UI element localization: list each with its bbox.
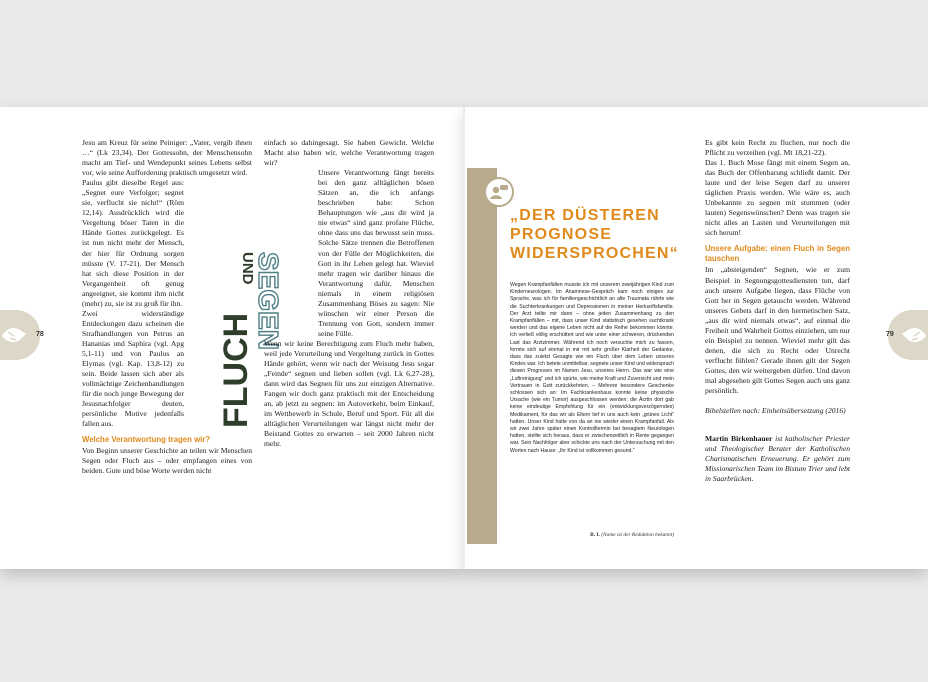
source-note: Bibelstellen nach: Einheitsübersetzung (2016): [705, 406, 846, 416]
quote-body: Wegen Krampfanfällen musste ich mit unserem zweijährigen Kind zum Kinderneurologen. Im Anamnese-Gespräch kam noch einiges zur Sprache, was ich für familiengeschichtlich an alte Traumata rührte wie die Suchterkrankungen und Depressionen in meiner Herkunftsfamilie. Der Arzt teilte mir dann – ohne jeden Zusammenhang zu den Krampfanfällen – mit, dass unser Kind statistisch gesehen suchtkrank werden und das eigene Leben nicht auf die Reihe bekommen könnte. Ich verließ völlig erschüttert und wie unter einer schweren, drückenden Last das Arztzimmer. Während ich noch versuchte mich zu fassen, formte sich auf einmal in mir mit sehr großer Klarheit der Gedanke, dass das zuletzt Gesagte wie ein Fluch über dem Leben unseres Kindes war. Ich betete unmittelbar, segnete unser Kind und widersprach diesen Prognosen im Namen Jesu, unseres Herrn. Das war wie eine „Luftreinigung“ und ich spürte, wie meine Kraft und Zuversicht und mein Vertrauen in Gott zurückkehrten. – Mehrere besondere Geschenke schlossen sich an: Im Fachkrankenhaus konnte keine physische Ursache (wie ein Tumor) ausgeschlossen werden; die Ärztin dort gab keine eindeutige Empfehlung für ein (entwicklungsverzögerndes) Medikament, für das wir als Eltern tief in uns auch kein „grünes Licht“ hatten. Unser Kind hatte von da an nie wieder einen Krampfanfall. Als wir zwei Jahre später einen Kontrolltermin bei besagtem Neurologen hatten, stellte sich heraus, dass er zwischenzeitlich in Rente gegangen war. Sein Nachfolger aber schickte uns nach der Untersuchung mit den Worten nach Hause: „Ihr Kind ist vollkommen gesund.“: [510, 282, 674, 454]
paragraph: Das 1. Buch Mose fängt mit einem Segen an, das Buch der Offenbarung schließt damit. Der laute und der leise Segen darf zu unserer täglichen Praxis werden. Wie wäre es, auch Unbekannte zu segnen mit stummen (oder lauten) Segenswünschen? Denn was tragen sie nicht alles an Lasten und Verurteilungen mit sich herum!: [705, 158, 850, 238]
paragraph: Zwei widerständige Entdeckungen dazu scheinen die Strafhandlungen von Petrus an Hananias und Saphira (vgl. Apg 5,1-11) und von Paulus an Elymas (vgl. Kap. 13,8-12) zu sein. Beide lassen sich aber als vollmächtige Zeichenhandlungen für die noch junge Bewegung der Jesusnachfolger deuten, persönliche Motive jedenfalls fallen aus.: [82, 308, 184, 429]
right-page-tab: [888, 310, 928, 360]
text-column-2: [264, 138, 434, 449]
title-word-und: UND: [239, 252, 256, 285]
signature-note: (Name ist der Redaktion bekannt): [601, 532, 674, 538]
paragraph: Wenn wir keine Berechtigung zum Fluch mehr haben, weil jede Verurteilung und Vergeltung zurück in Gottes Hände gehört, wenn wir nach der Weisung Jesu sogar „Feinde“ segnen und lieben sollen (vgl. Lk 6,27-28), dann wird das Segnen für uns zur einzigen Alternative. Fangen wir doch ganz praktisch mit der Entscheidung an, ab jetzt zu segnen: im Autoverkehr, beim Einkauf, im Wettbewerb in Schule, Beruf und Sport. Für all die alltäglichen Verurteilungen war längst nicht mehr der Beistand Gottes zu erwarten – seit 2000 Jahren nicht mehr.: [264, 338, 434, 449]
gutter: [463, 107, 465, 569]
paragraph: Paulus gibt dieselbe Regel aus: „Segnet eure Verfolger; segnet sie, verflucht sie nicht!“ (Röm 12,14). Ausdrücklich wird die Vergeltung böser Taten in die Hände Gottes zurückgelegt. Es ist nun nicht mehr der Mensch, der hier für Ordnung sorgen müsste (V. 17-21). Der Mensch hat sich diese Position in der Vergangenheit oft genug angeeignet, sie kommt ihm nicht (mehr) zu, sie ist zu groß für ihn.: [82, 178, 184, 308]
paragraph: Jesu am Kreuz für seine Peiniger: „Vater, vergib ihnen …“ (Lk 23,34). Der Gottessohn, der Menschensohn macht am Tief- und Wendepunkt seines Lebens selbst vor, wie seine Aufforderung praktisch umgesetzt wird.: [82, 138, 252, 178]
author-bio: [705, 434, 850, 484]
text-column-3: [705, 138, 850, 484]
paragraph: Von Beginn unserer Geschichte an teilen wir Menschen Segen oder Fluch aus – oder empfangen eines von beiden. Gute und böse Worte werden nicht: [82, 446, 252, 476]
hands-icon: [0, 318, 30, 350]
paragraph: einfach so dahingesagt. Sie haben Gewicht. Welche Macht also haben wir, welche Verantwortung tragen wir?: [264, 138, 434, 168]
speech-icon: [484, 177, 514, 207]
quote-signature: [510, 532, 674, 538]
quote-sidebar-bar: [467, 168, 497, 544]
paragraph: Es gibt kein Recht zu fluchen, nur noch die Pflicht zu verzeihen (vgl. Mt 18,21-22).: [705, 138, 850, 158]
title-word-segen: SEGEN: [253, 252, 284, 351]
author-name: Martin Birkenhauer: [705, 434, 773, 444]
signature-initials: B. I.: [590, 532, 600, 538]
subheading: Unsere Aufgabe: einen Fluch in Segen tauschen: [705, 244, 850, 264]
hands-icon: [898, 318, 928, 350]
page-number-left: 78: [36, 331, 44, 338]
paragraph: Im „absteigenden“ Segnen, wie er zum Beispiel in Segnungsgottesdiensten tun, darf auch unsere Aufgabe liegen, dass Flüche von Gott her in Segen getauscht werden. Während unseres Gebets darf in den hermetischen Satz, „aus dir wird niemals etwas“, auf einmal die Freiheit und Wahrheit Gottes einziehen, um nur ein Beispiel zu nennen. Wieviel mehr gilt das denen, die sich zu Recht oder Unrecht verflucht fühlen? Gerade ihnen gilt der Segen Gottes, den wir weitergeben dürfen. Und davon mal abgesehen gilt Gottes Segen auch uns ganz persönlich.: [705, 265, 850, 396]
page-number-right: 79: [886, 331, 894, 338]
author-description: ist katholischer Priester und Theologischer Berater der Katholischen Charismatischen Erneuerung. Er gehört zum Missionarischen Team im Bistum Trier und lebt in Saarbrücken.: [705, 434, 850, 484]
paragraph: Unsere Verantwortung fängt bereits bei den ganz alltäglichen bösen Sätzen an, die ich anfangs beschrieben habe: Schon Behauptungen wie „aus dir wird ja nie etwas“ sind ganz profane Flüche, ohne dass uns das bewusst sein muss. Solche Sätze trennen die Betroffenen von der Fülle der Möglichkeiten, die Gott in ihr Leben gelegt hat. Wieviel mehr tragen wir darüber hinaus die Verantwortung dafür, Menschen niemals in einem religiösen Zusammenhang Böses zu sagen: Nie wünschen wir einer Person die Trennung von Gott, sondern immer seine Fülle.: [318, 168, 434, 338]
title-word-fluch: FLUCH: [217, 312, 255, 428]
quote-title: „DER DÜSTEREN PROGNOSE WIDERSPROCHEN“: [510, 207, 679, 262]
subheading: Welche Verantwortung tragen wir?: [82, 435, 211, 445]
